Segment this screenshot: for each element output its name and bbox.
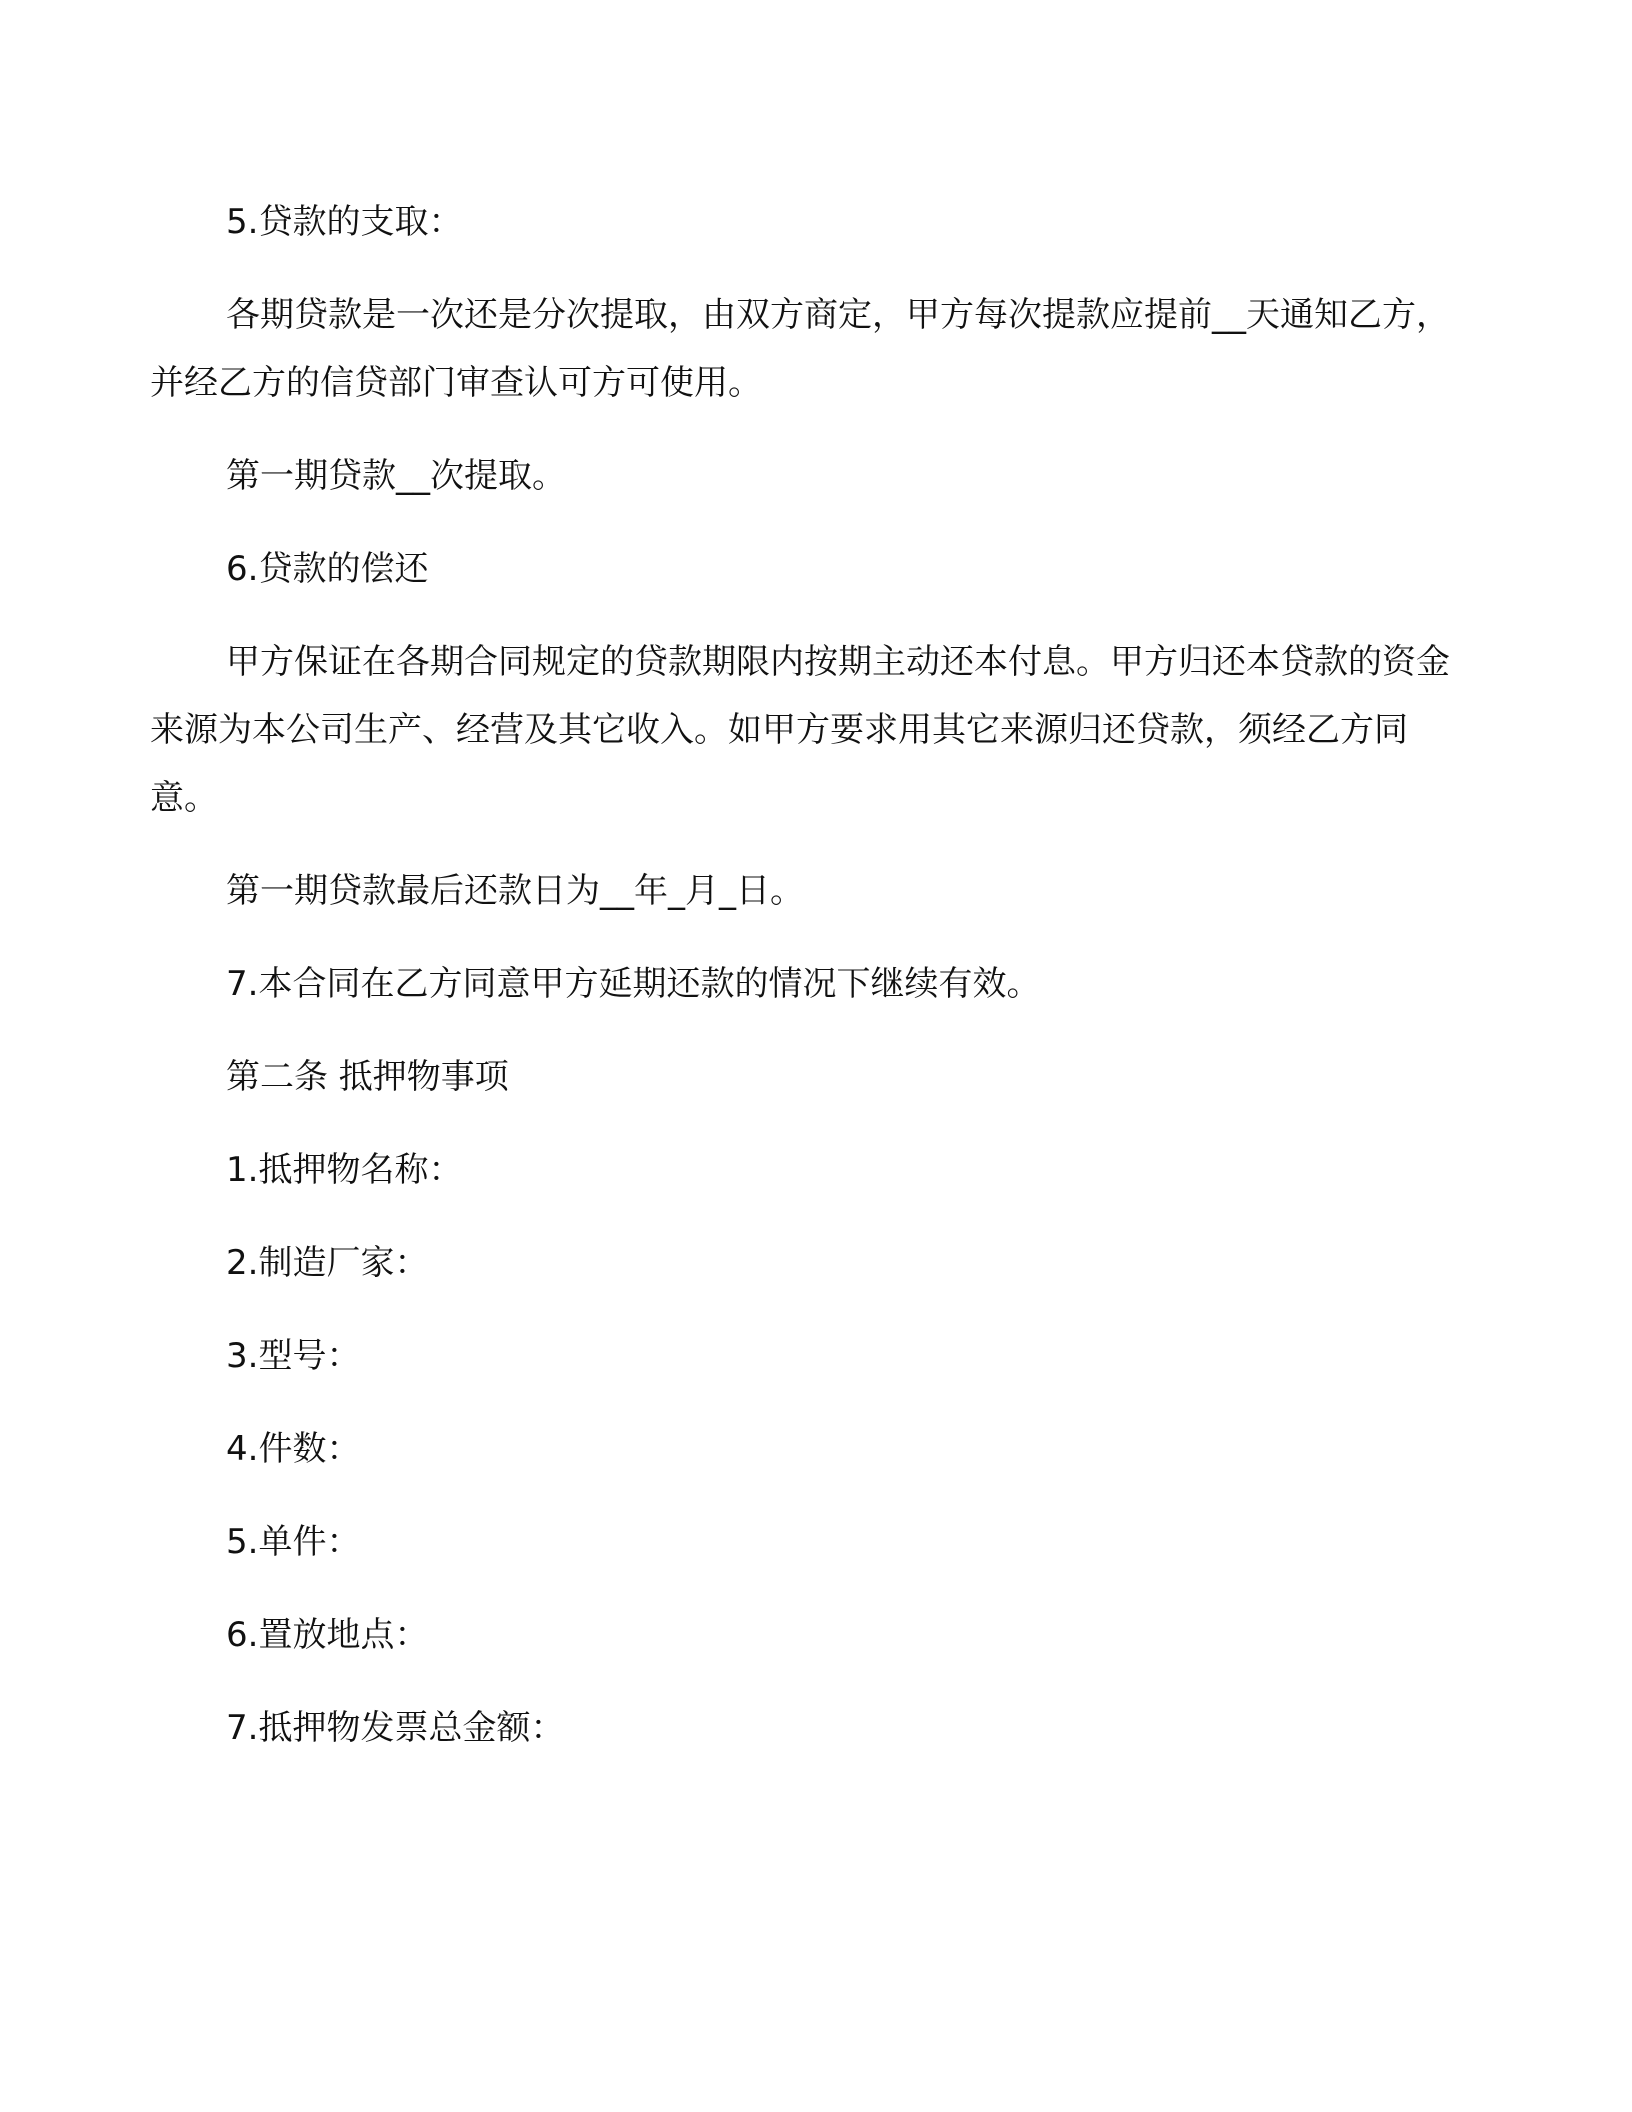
paragraph-repayment-terms: 甲方保证在各期合同规定的贷款期限内按期主动还本付息。甲方归还本贷款的资金来源为本公司生产、经营及其它收入。如甲方要求用其它来源归还贷款，须经乙方同意。: [150, 642, 1450, 818]
paragraph-contract-validity: 7.本合同在乙方同意甲方延期还款的情况下继续有效。: [226, 964, 1041, 1004]
collateral-field-quantity: 4.件数：: [226, 1429, 361, 1469]
collateral-field-unit: 5.单件：: [226, 1522, 361, 1562]
section-heading-loan-repayment: 6.贷款的偿还: [226, 549, 429, 589]
paragraph-withdrawal-terms: 各期贷款是一次还是分次提取，由双方商定，甲方每次提款应提前__天通知乙方，并经乙方的信贷部门审查认可方可使用。: [150, 295, 1450, 403]
collateral-field-model: 3.型号：: [226, 1336, 361, 1376]
paragraph-first-period-withdrawal: 第一期贷款__次提取。: [226, 456, 566, 496]
document-body: [150, 188, 1450, 1787]
section-heading-loan-withdrawal: 5.贷款的支取：: [226, 202, 463, 242]
article-heading-collateral: 第二条 抵押物事项: [226, 1057, 509, 1097]
paragraph-final-repayment-date: 第一期贷款最后还款日为__年_月_日。: [226, 871, 804, 911]
collateral-field-manufacturer: 2.制造厂家：: [226, 1243, 429, 1283]
collateral-field-invoice-total: 7.抵押物发票总金额：: [226, 1708, 565, 1748]
collateral-field-name: 1.抵押物名称：: [226, 1150, 463, 1190]
collateral-field-location: 6.置放地点：: [226, 1615, 429, 1655]
